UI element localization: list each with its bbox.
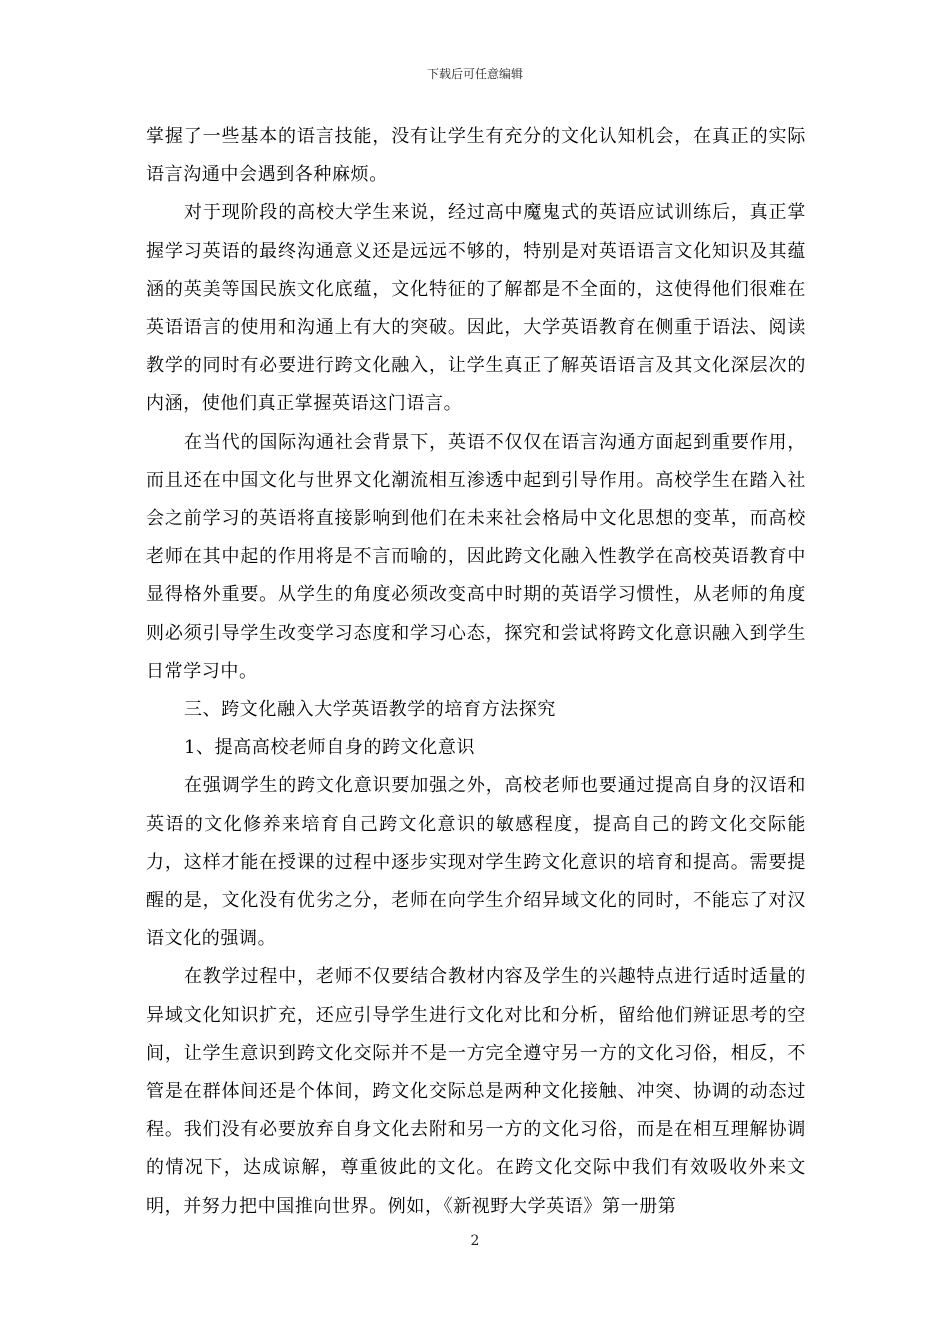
subsection-heading: 1、提高高校老师自身的跨文化意识 bbox=[184, 737, 476, 759]
paragraph: 在强调学生的跨文化意识要加强之外，高校老师也要通过提高自身的汉语和英语的文化修养来培育自己跨文化意识的敏感程度，提高自己的跨文化交际能力，这样才能在授课的过程中逐步实现对学生跨文化意识的培育和提高。需要提醒的是，文化没有优劣之分，老师在向学生介绍异域文化的同时，不能忘了对汉语文化的强调。 bbox=[146, 775, 806, 950]
paragraph-continuation: 掌握了一些基本的语言技能，没有让学生有充分的文化认知机会，在真正的实际语言沟通中会遇到各种麻烦。 bbox=[146, 126, 806, 186]
paragraph: 在当代的国际沟通社会背景下，英语不仅仅在语言沟通方面起到重要作用，而且还在中国文化与世界文化潮流相互渗透中起到引导作用。高校学生在踏入社会之前学习的英语将直接影响到他们在未来社会格局中文化思想的变革，而高校老师在其中起的作用将是不言而喻的，因此跨文化融入性教学在高校英语教育中显得格外重要。从学生的角度必须改变高中时期的英语学习惯性，从老师的角度则必须引导学生改变学习态度和学习心态，探究和尝试将跨文化意识融入到学生日常学习中。 bbox=[146, 431, 806, 682]
paragraph: 在教学过程中，老师不仅要结合教材内容及学生的兴趣特点进行适时适量的异域文化知识扩充，还应引导学生进行文化对比和分析，留给他们辨证思考的空间，让学生意识到跨文化交际并不是一方完全遵守另一方的文化习俗，相反，不管是在群体间还是个体间，跨文化交际总是两种文化接触、冲突、协调的动态过程。我们没有必要放弃自身文化去附和另一方的文化习俗，而是在相互理解协调的情况下，达成谅解，尊重彼此的文化。在跨文化交际中我们有效吸收外来文明，并努力把中国推向世界。例如，《新视野大学英语》第一册第 bbox=[146, 966, 806, 1217]
section-heading: 三、跨文化融入大学英语教学的培育方法探究 bbox=[184, 699, 556, 721]
page-header: 下载后可任意编辑 bbox=[426, 67, 523, 81]
paragraph: 对于现阶段的高校大学生来说，经过高中魔鬼式的英语应试训练后，真正掌握学习英语的最终沟通意义还是远远不够的，特别是对英语语言文化知识及其蕴涵的英美等国民族文化底蕴，文化特征的了解都是不全面的，这使得他们很难在英语语言的使用和沟通上有大的突破。因此，大学英语教育在侧重于语法、阅读教学的同时有必要进行跨文化融入，让学生真正了解英语语言及其文化深层次的内涵，使他们真正掌握英语这门语言。 bbox=[146, 202, 806, 415]
document-body bbox=[146, 118, 806, 1226]
page-number: 2 bbox=[470, 1233, 480, 1249]
